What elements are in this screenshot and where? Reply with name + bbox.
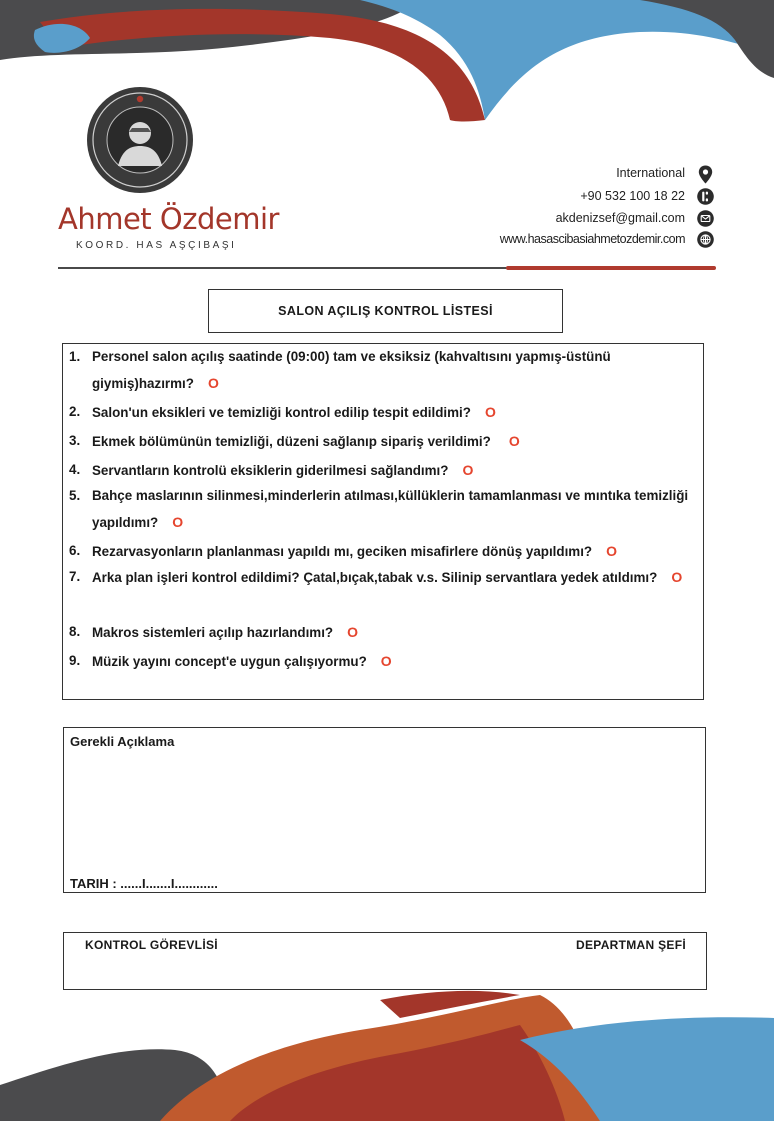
check-circle[interactable]: O bbox=[484, 404, 496, 420]
check-circle[interactable]: O bbox=[508, 433, 520, 449]
contact-phone bbox=[580, 186, 714, 206]
item-number: 1. bbox=[69, 349, 81, 364]
check-circle[interactable]: O bbox=[347, 624, 359, 640]
item-number: 3. bbox=[69, 433, 81, 448]
checklist-box bbox=[62, 343, 704, 700]
item-text: Personel salon açılış saatinde (09:00) tam ve eksiksiz (kahvaltısını yapmış-üstünü giymiş)hazırmı? bbox=[92, 349, 611, 391]
footer-wave-decoration bbox=[0, 990, 774, 1121]
item-text: Salon'un eksikleri ve temizliği kontrol edilip tespit edildimi? bbox=[92, 405, 471, 420]
contact-location bbox=[616, 163, 714, 183]
check-circle[interactable]: O bbox=[172, 514, 184, 530]
check-circle[interactable]: O bbox=[207, 375, 219, 391]
check-circle[interactable]: O bbox=[462, 462, 474, 478]
item-text: Makros sistemleri açılıp hazırlandımı? bbox=[92, 625, 334, 640]
location-pin-icon bbox=[697, 165, 714, 182]
check-circle[interactable]: O bbox=[671, 569, 683, 585]
header-divider-line bbox=[58, 267, 508, 269]
item-text: Bahçe maslarının silinmesi,minderlerin atılması,küllüklerin tamamlanması ve mıntıka temizliği yapıldımı? bbox=[92, 488, 689, 530]
check-circle[interactable]: O bbox=[606, 543, 617, 559]
brand-subtitle: KOORD. HAS AŞÇIBAŞI bbox=[76, 240, 237, 251]
item-number: 5. bbox=[69, 488, 81, 503]
mail-icon bbox=[697, 210, 714, 227]
logo-emblem bbox=[86, 86, 194, 194]
controller-signature-label: KONTROL GÖREVLİSİ bbox=[85, 938, 218, 952]
item-number: 9. bbox=[69, 653, 81, 668]
contact-website bbox=[500, 229, 714, 249]
phone-icon bbox=[697, 188, 714, 205]
item-number: 7. bbox=[69, 569, 81, 584]
header-accent-line bbox=[506, 266, 716, 270]
item-number: 2. bbox=[69, 404, 81, 419]
department-chief-signature-label: DEPARTMAN ŞEFİ bbox=[576, 938, 686, 952]
date-field[interactable]: TARIH : ......I.......I............ bbox=[70, 876, 218, 891]
item-number: 4. bbox=[69, 462, 81, 477]
globe-icon bbox=[697, 231, 714, 248]
contact-phone-text: +90 532 100 18 22 bbox=[580, 189, 685, 203]
item-text: Servantların kontrolü eksiklerin giderilmesi sağlandımı? bbox=[92, 463, 449, 478]
contact-email bbox=[556, 208, 714, 228]
form-title: SALON AÇILIŞ KONTROL LİSTESİ bbox=[208, 289, 563, 333]
check-circle[interactable]: O bbox=[380, 653, 392, 669]
contact-location-text: International bbox=[616, 166, 685, 180]
notes-title: Gerekli Açıklama bbox=[70, 734, 175, 749]
item-number: 8. bbox=[69, 624, 81, 639]
notes-box[interactable] bbox=[63, 727, 706, 893]
brand-name: Ahmet Özdemir bbox=[58, 202, 279, 236]
item-text: Müzik yayını concept'e uygun çalışıyormu? bbox=[92, 654, 367, 669]
item-text: Rezarvasyonların planlanması yapıldı mı, geciken misafirlere dönüş yapıldımı? bbox=[92, 544, 593, 559]
item-number: 6. bbox=[69, 543, 81, 558]
signature-box bbox=[63, 932, 707, 990]
item-text: Ekmek bölümünün temizliği, düzeni sağlanıp sipariş verildimi? bbox=[92, 434, 491, 449]
contact-website-text[interactable]: www.hasascibasiahmetozdemir.com bbox=[499, 232, 685, 246]
item-text: Arka plan işleri kontrol edildimi? Çatal,bıçak,tabak v.s. Silinip servantlara yedek atıldımı? bbox=[92, 570, 658, 585]
contact-email-text[interactable]: akdenizsef@gmail.com bbox=[555, 211, 685, 225]
